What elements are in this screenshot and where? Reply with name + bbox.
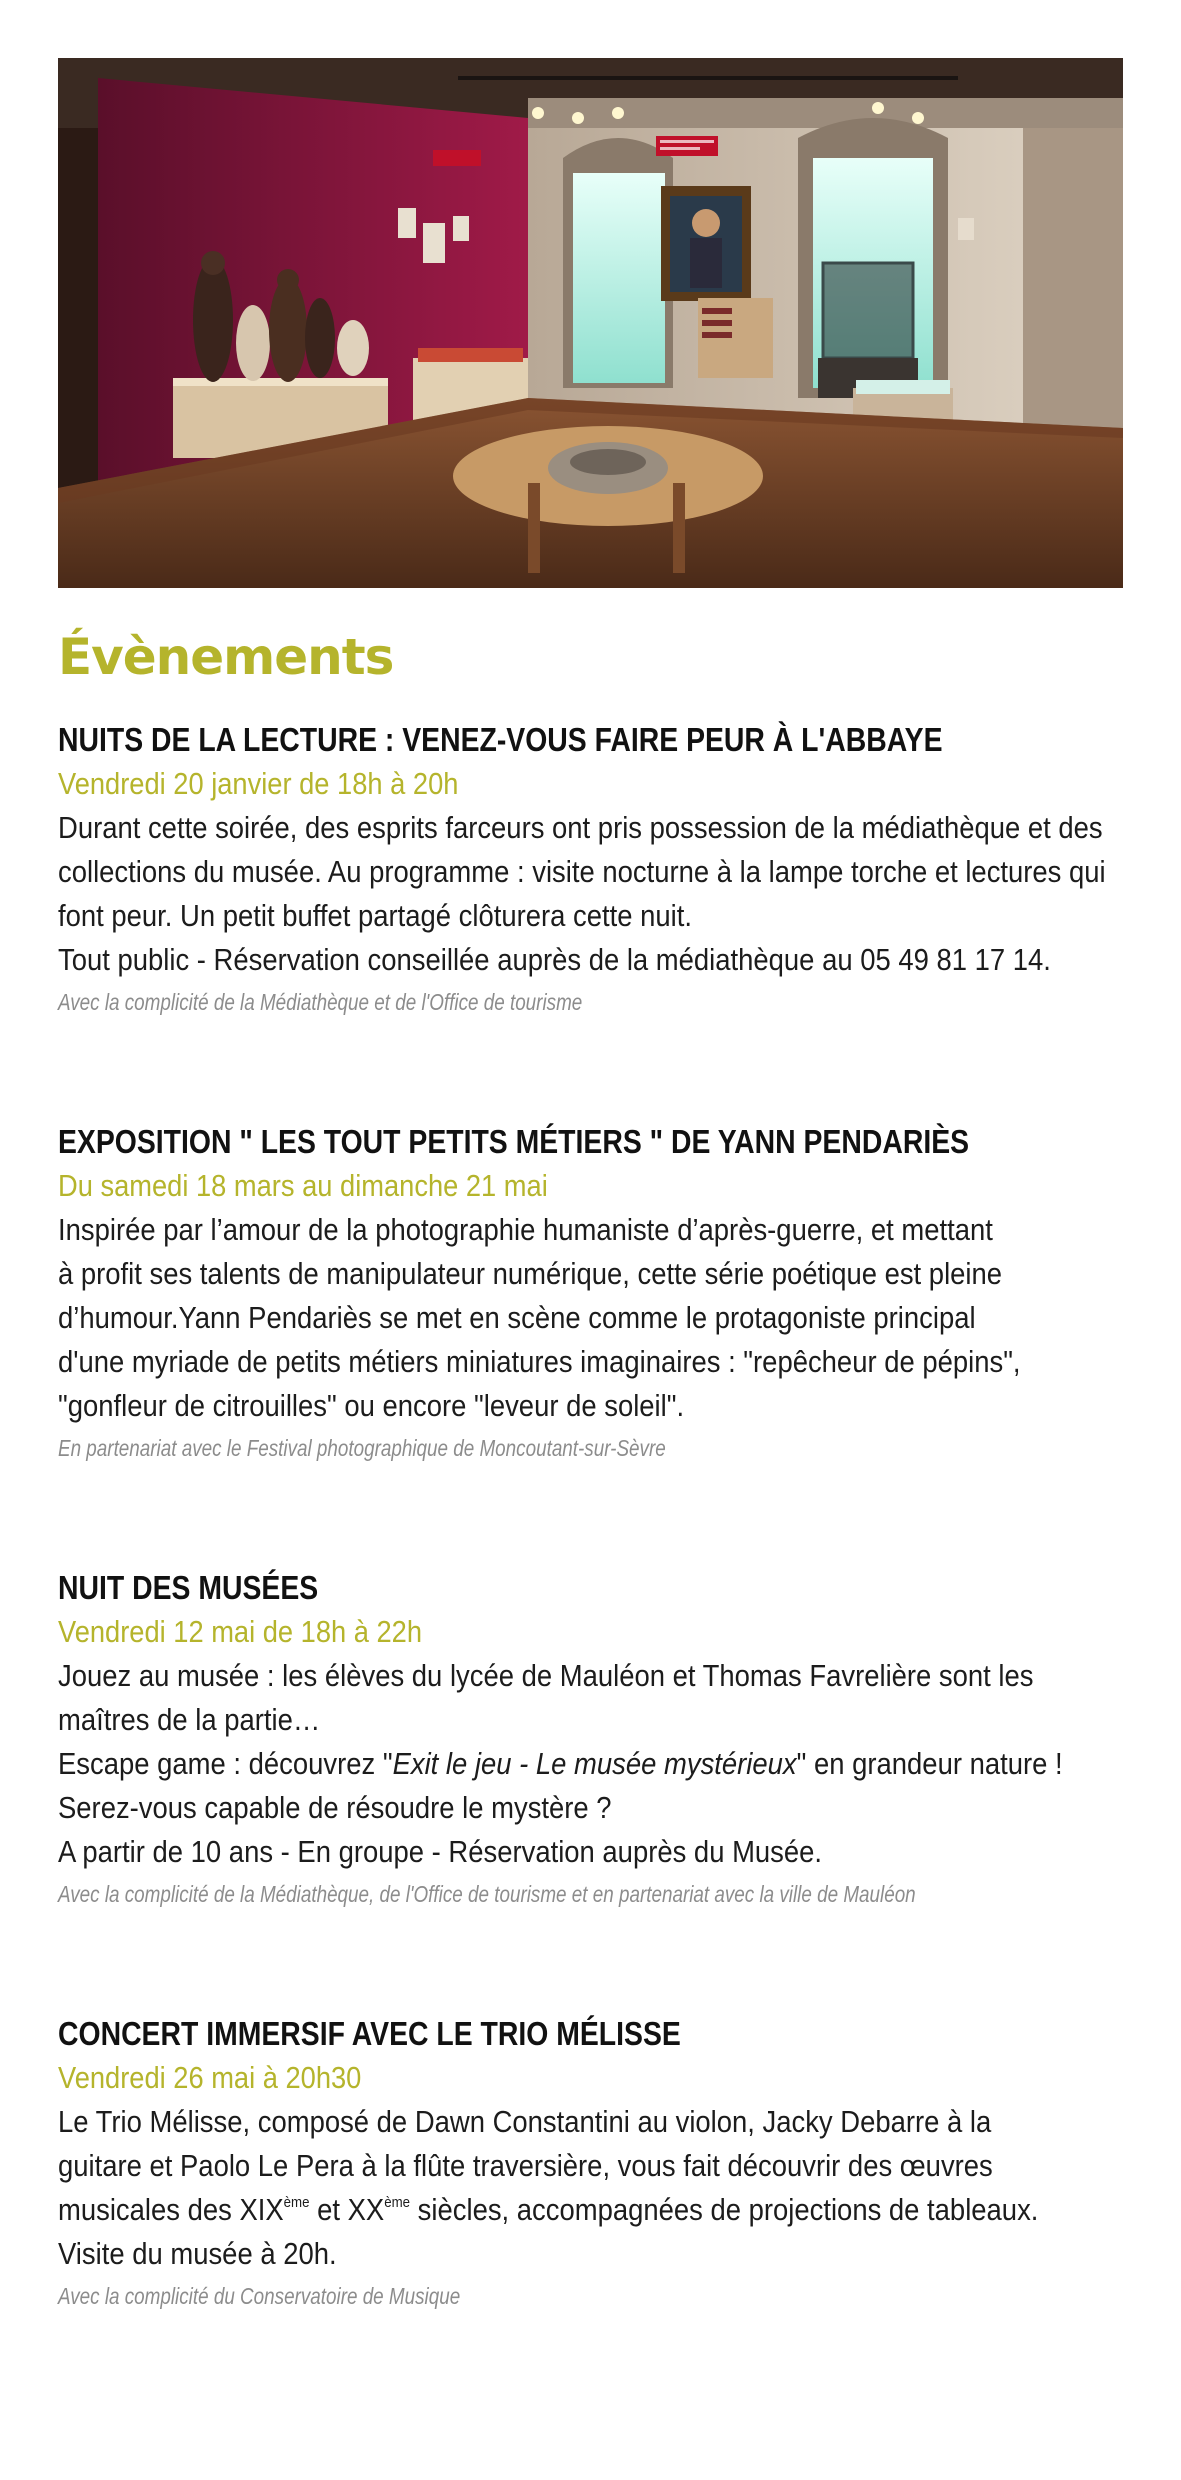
event-description-line: "gonfleur de citrouilles" ou encore "leveur de soleil". [58,1388,685,1423]
escape-game-title: Exit le jeu - Le musée mystérieux [392,1746,797,1781]
event-partner-note: Avec la complicité de la Médiathèque et de l'Office de tourisme [58,989,583,1015]
event-description-line: d’humour.Yann Pendariès se met en scène comme le protagoniste principal [58,1300,976,1335]
event-description-line [58,2188,1039,2232]
event-description-line: Visite du musée à 20h. [58,2236,337,2271]
event-title: CONCERT IMMERSIF AVEC LE TRIO MÉLISSE [58,2015,681,2052]
event-description-line: maîtres de la partie… [58,1702,321,1737]
event-description-line: Serez-vous capable de résoudre le mystère ? [58,1790,612,1825]
centuries-prefix: musicales des XIX [58,2192,284,2227]
event-description-line: à profit ses talents de manipulateur numérique, cette série poétique est pleine [58,1256,1003,1291]
superscript: ème [384,2194,411,2211]
event-description-line: Inspirée par l’amour de la photographie humaniste d’après-guerre, et mettant [58,1212,993,1247]
event-description-line: A partir de 10 ans - En groupe - Réservation auprès du Musée. [58,1834,823,1869]
event-card [58,718,1148,1022]
centuries-suffix: siècles, accompagnées de projections de tableaux. [410,2192,1039,2227]
event-partner-note: Avec la complicité du Conservatoire de Musique [58,2283,461,2309]
event-description-line: Tout public - Réservation conseillée auprès de la médiathèque au 05 49 81 17 14. [58,942,1051,977]
superscript: ème [283,2194,310,2211]
event-description-line [58,1742,1063,1786]
event-partner-note: Avec la complicité de la Médiathèque, de l'Office de tourisme et en partenariat avec la ville de Mauléon [58,1881,916,1907]
event-description-line: Durant cette soirée, des esprits farceurs ont pris possession de la médiathèque et des [58,810,1103,845]
event-title: NUITS DE LA LECTURE : VENEZ-VOUS FAIRE PEUR À L'ABBAYE [58,721,943,758]
event-card [58,1120,1148,1468]
section-heading: Évènements [58,628,394,686]
event-description-line: Le Trio Mélisse, composé de Dawn Constantini au violon, Jacky Debarre à la [58,2104,992,2139]
event-description-line: collections du musée. Au programme : visite nocturne à la lampe torche et lectures qui [58,854,1106,889]
event-description-line: font peur. Un petit buffet partagé clôturera cette nuit. [58,898,692,933]
event-date: Vendredi 20 janvier de 18h à 20h [58,766,459,801]
centuries-mid: et XX [309,2192,385,2227]
event-description-line: guitare et Paolo Le Pera à la flûte traversière, vous fait découvrir des œuvres [58,2148,993,2183]
event-date: Vendredi 26 mai à 20h30 [58,2060,362,2095]
event-title: NUIT DES MUSÉES [58,1569,319,1606]
event-card [58,2012,1148,2316]
event-date: Du samedi 18 mars au dimanche 21 mai [58,1168,548,1203]
museum-room-illustration [58,58,1123,588]
escape-suffix: " en grandeur nature ! [796,1746,1063,1781]
event-description-line: Jouez au musée : les élèves du lycée de Mauléon et Thomas Favrelière sont les [58,1658,1034,1693]
escape-prefix: Escape game : découvrez " [58,1746,393,1781]
event-date: Vendredi 12 mai de 18h à 22h [58,1614,423,1649]
event-description-line: d'une myriade de petits métiers miniatures imaginaires : "repêcheur de pépins", [58,1344,1021,1379]
event-card [58,1566,1148,1914]
event-title: EXPOSITION " LES TOUT PETITS MÉTIERS " DE YANN PENDARIÈS [58,1123,970,1160]
hero-photo [58,58,1123,588]
event-partner-note: En partenariat avec le Festival photographique de Moncoutant-sur-Sèvre [58,1435,666,1461]
